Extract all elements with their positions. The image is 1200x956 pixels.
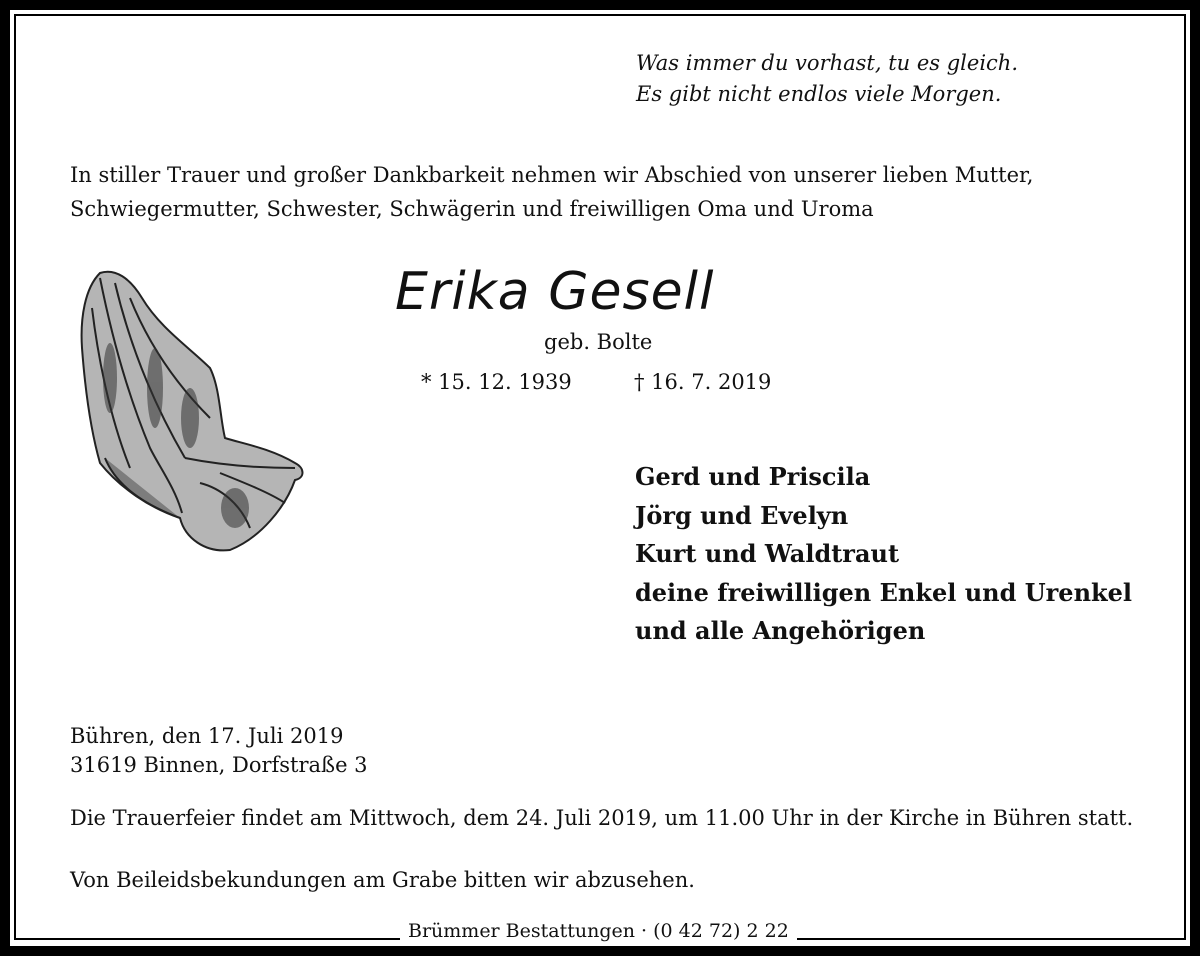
born-name: geb. Bolte [544,330,653,354]
intro-line-1: In stiller Trauer und großer Dankbarkeit nehmen wir Abschied von unserer lieben Mutter, [70,163,1034,187]
motto-quote [636,48,1018,110]
address-line: 31619 Binnen, Dorfstraße 3 [70,753,368,777]
motto-line-1: Was immer du vorhast, tu es gleich. [636,51,1018,75]
deceased-name: Erika Gesell [395,262,715,322]
place-and-date [70,722,368,780]
motto-line-2: Es gibt nicht endlos viele Morgen. [636,82,1002,106]
mourner-line: deine freiwilligen Enkel und Urenkel [635,577,1133,607]
funeral-service-notice: Die Trauerfeier findet am Mittwoch, dem 24. Juli 2019, um 11.00 Uhr in der Kirche in Bühren statt. [70,806,1134,830]
death-date: † 16. 7. 2019 [634,370,772,394]
mourners-list [635,458,1132,651]
birth-date: * 15. 12. 1939 [421,370,572,394]
condolence-notice: Von Beileidsbekundungen am Grabe bitten wir abzusehen. [70,868,695,892]
mourner-line: und alle Angehörigen [635,616,926,645]
place-date-line: Bühren, den 17. Juli 2019 [70,724,344,748]
praying-hands-icon [70,268,310,553]
funeral-home-footer: Brümmer Bestattungen · (0 42 72) 2 22 [400,918,797,944]
intro-text [70,158,1033,226]
mourner-line: Gerd und Priscila [635,462,871,491]
mourner-line: Kurt und Waldtraut [635,539,900,568]
intro-line-2: Schwiegermutter, Schwester, Schwägerin und freiwilligen Oma und Uroma [70,197,874,221]
mourner-line: Jörg und Evelyn [635,500,849,530]
